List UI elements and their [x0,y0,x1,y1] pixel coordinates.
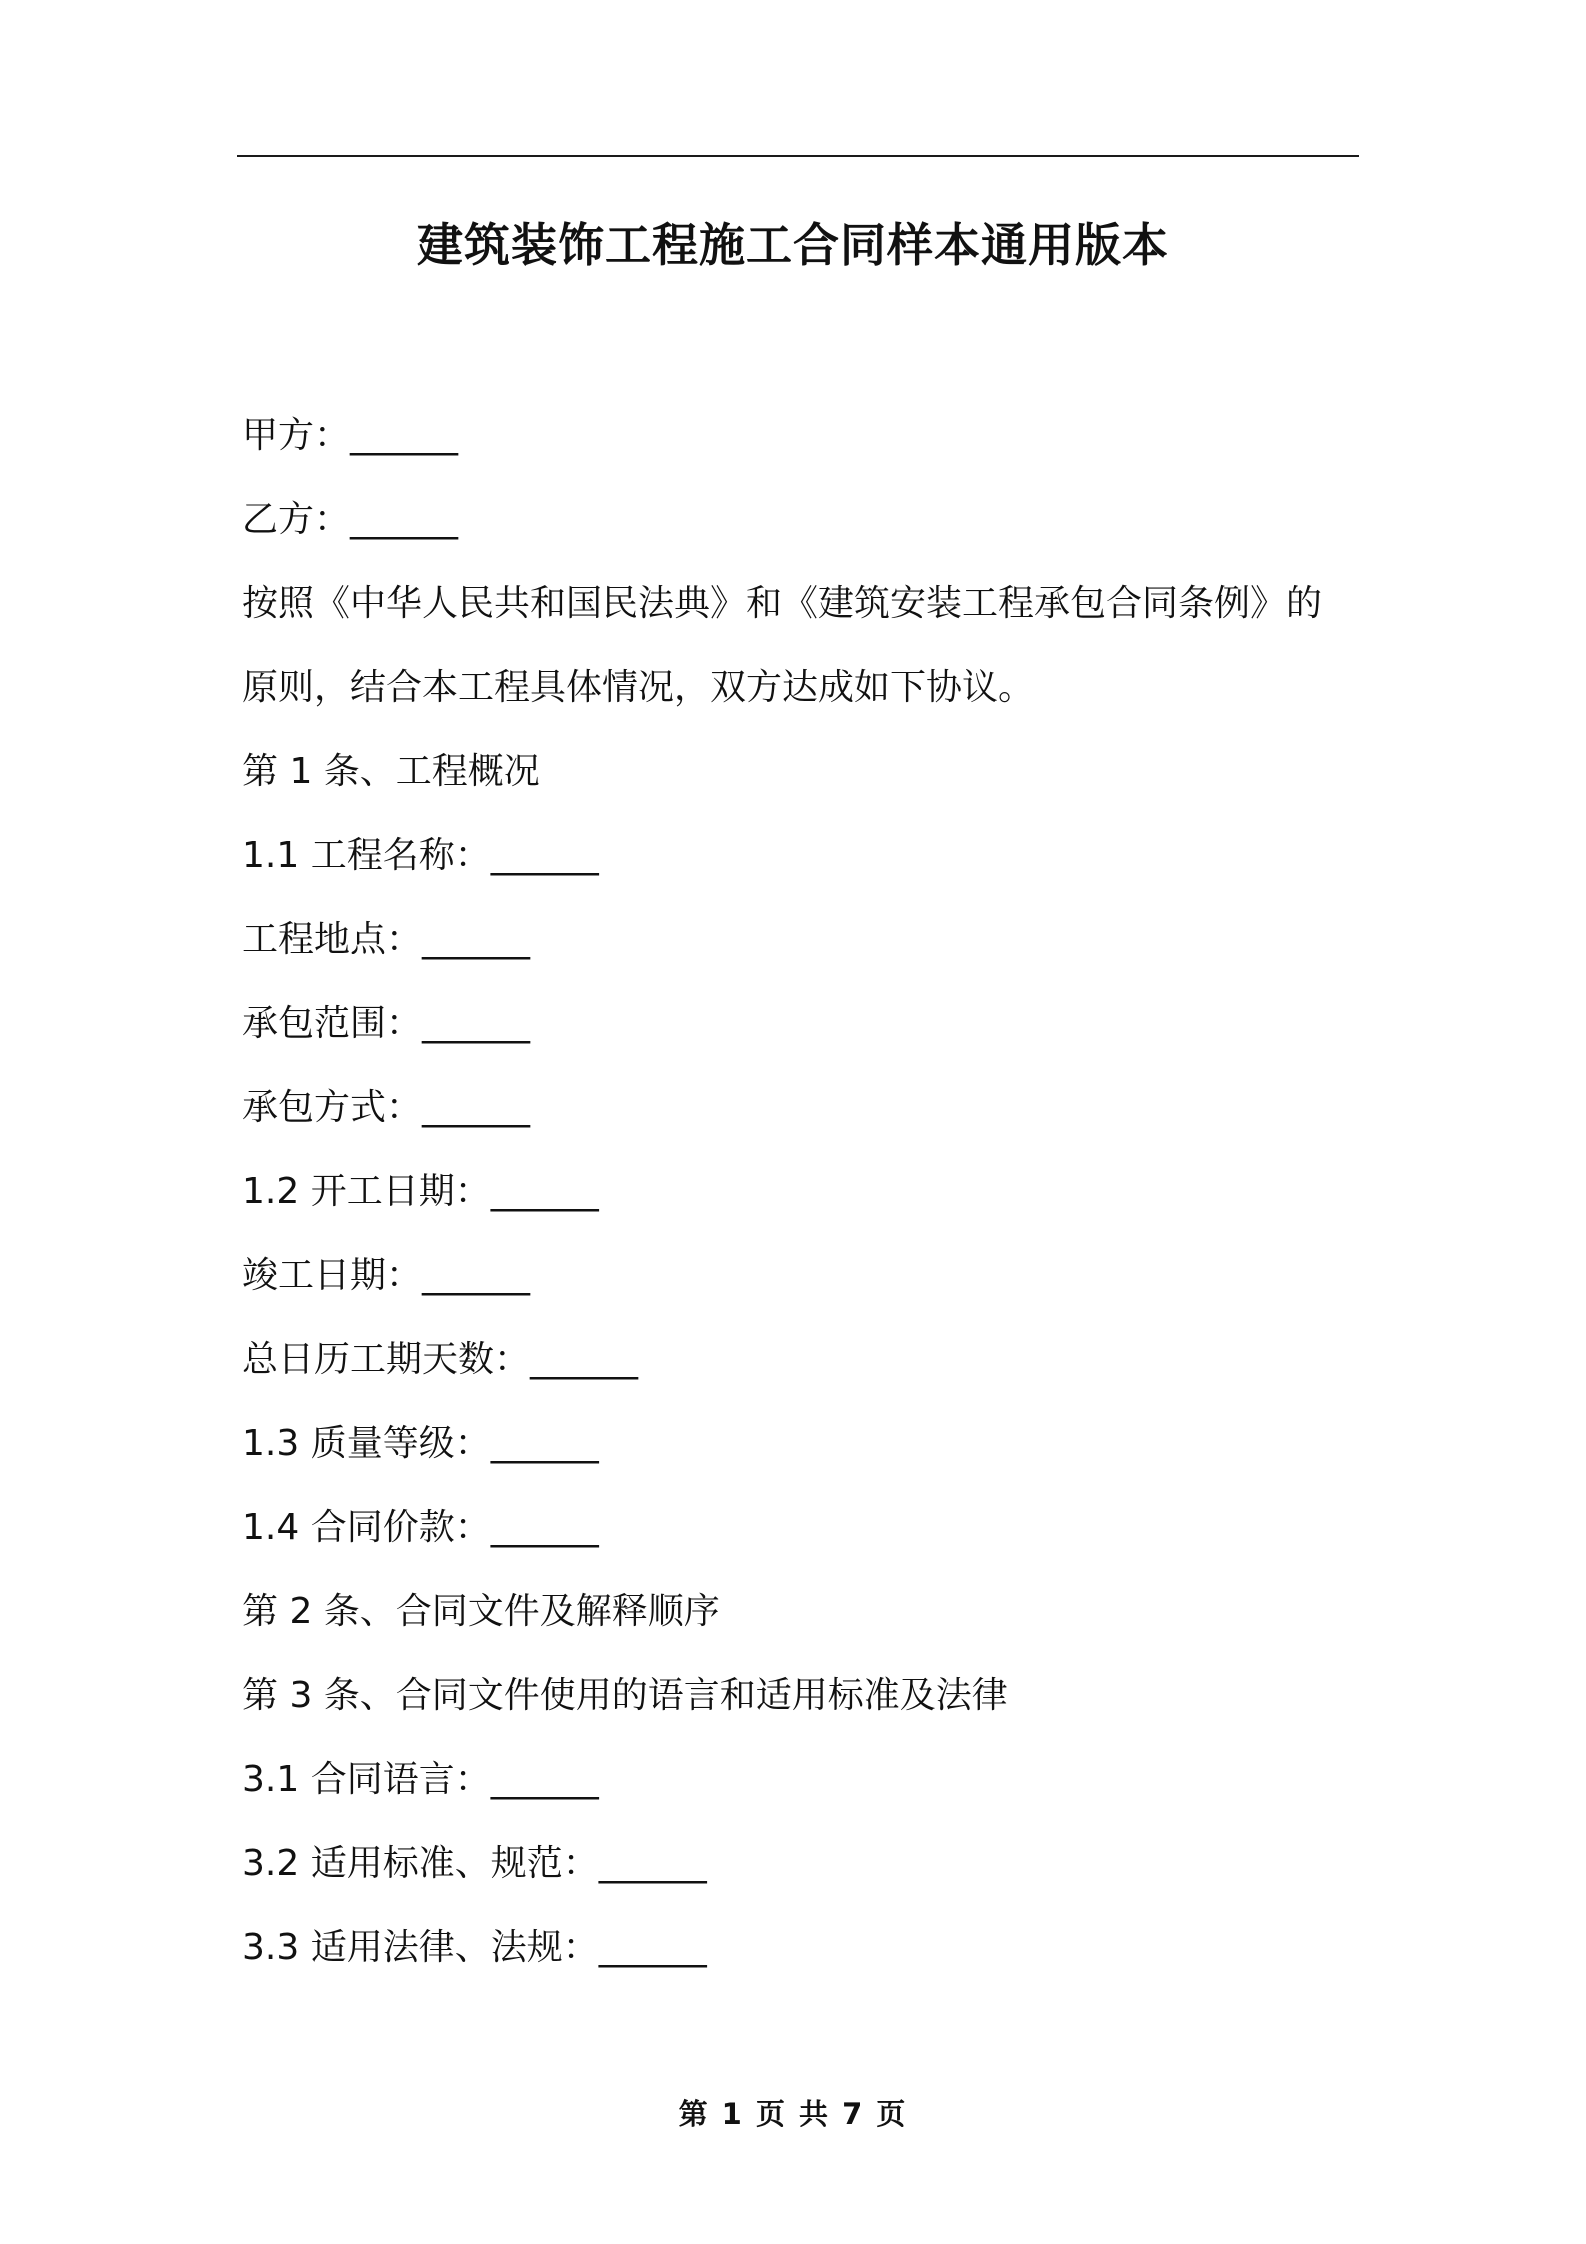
document-body [242,412,1362,2008]
applicable-laws-line: 3.3 适用法律、法规：______ [242,1927,707,1968]
article-2-heading: 第 2 条、合同文件及解释顺序 [242,1591,720,1632]
article-3-heading: 第 3 条、合同文件使用的语言和适用标准及法律 [242,1675,1008,1716]
article-1-heading: 第 1 条、工程概况 [242,751,540,792]
contract-price-line: 1.4 合同价款：______ [242,1507,599,1548]
page-number-footer: 第 1 页 共 7 页 [678,2097,908,2131]
applicable-standards-line: 3.2 适用标准、规范：______ [242,1843,707,1884]
project-location-line: 工程地点：______ [242,919,531,960]
document-title: 建筑装饰工程施工合同样本通用版本 [417,218,1169,272]
preamble-line-2: 原则，结合本工程具体情况，双方达成如下协议。 [242,667,1035,708]
contract-language-line: 3.1 合同语言：______ [242,1759,599,1800]
header-rule [237,155,1359,157]
total-days-line: 总日历工期天数：______ [242,1339,639,1380]
project-name-line: 1.1 工程名称：______ [242,835,599,876]
party-b-line: 乙方：______ [242,499,459,540]
quality-grade-line: 1.3 质量等级：______ [242,1423,599,1464]
contract-scope-line: 承包范围：______ [242,1003,531,1044]
party-a-line: 甲方：______ [242,415,459,456]
preamble-line-1: 按照《中华人民共和国民法典》和《建筑安装工程承包合同条例》的 [242,583,1323,624]
contract-method-line: 承包方式：______ [242,1087,531,1128]
completion-date-line: 竣工日期：______ [242,1255,531,1296]
start-date-line: 1.2 开工日期：______ [242,1171,599,1212]
